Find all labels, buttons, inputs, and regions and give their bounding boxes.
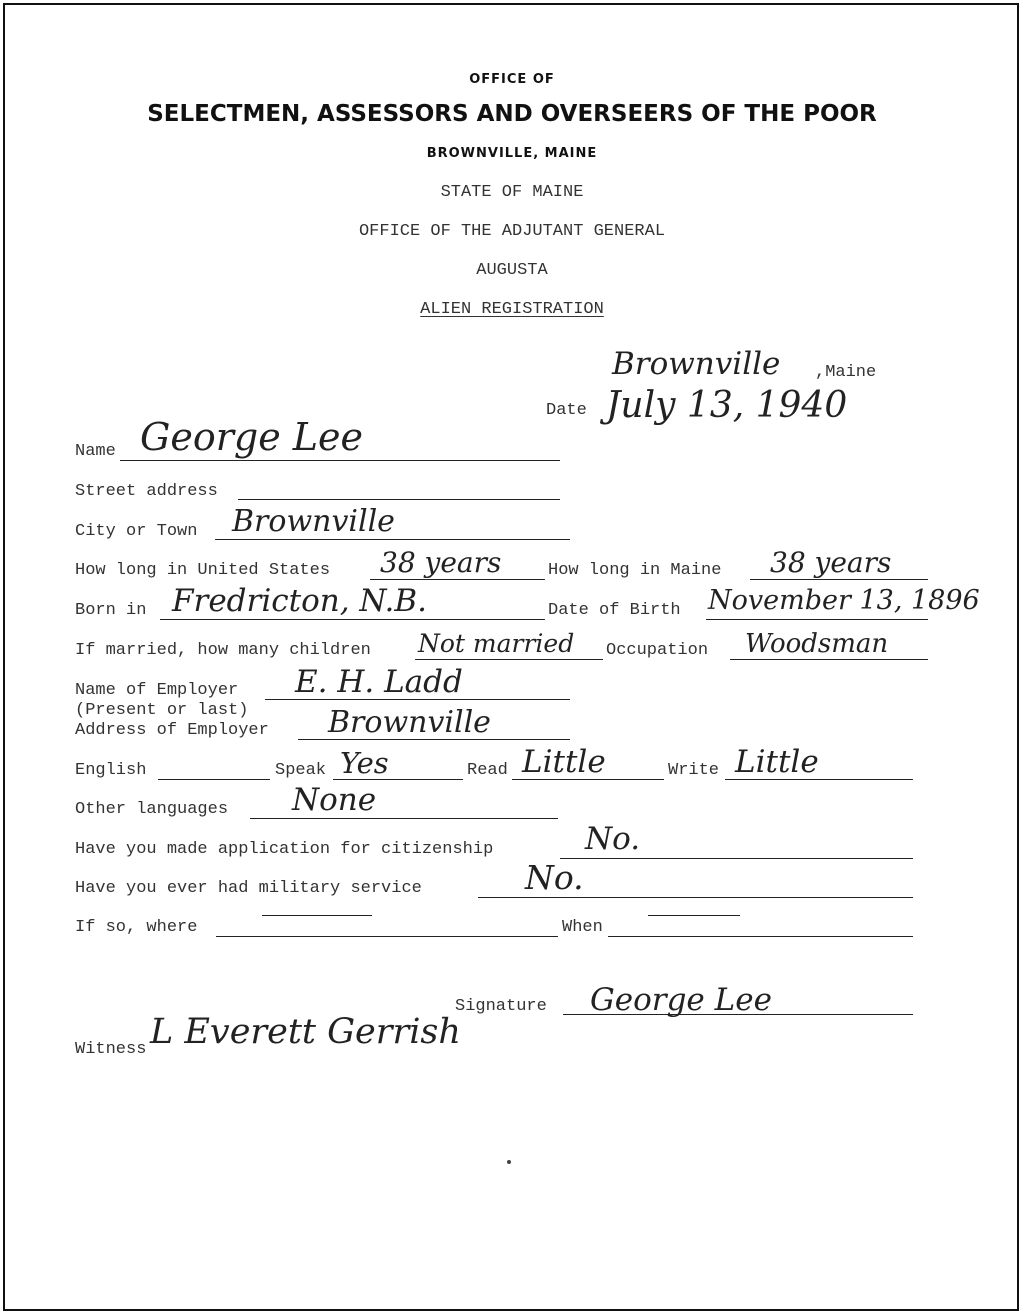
how-long-us-line (370, 579, 545, 580)
married-line (415, 659, 603, 660)
how-long-maine-value: 38 years (770, 546, 892, 579)
name-label: Name (75, 442, 116, 461)
military-value: No. (525, 858, 584, 897)
witness-value: L Everett Gerrish (150, 1012, 461, 1052)
occupation-label: Occupation (606, 641, 709, 660)
born-label: Born in (75, 601, 147, 620)
adjutant-office-heading: OFFICE OF THE ADJUTANT GENERAL (358, 222, 666, 241)
speak-value: Yes (340, 746, 389, 780)
how-long-us-label: How long in United States (75, 561, 331, 580)
other-languages-label: Other languages (75, 800, 229, 819)
date-value: July 13, 1940 (606, 385, 848, 426)
office-of-heading: OFFICE OF (469, 72, 555, 87)
citizenship-value: No. (585, 821, 641, 857)
city-label: City or Town (75, 522, 198, 541)
other-languages-value: None (292, 782, 377, 818)
write-value: Little (735, 744, 819, 780)
military-label: Have you ever had military service (75, 879, 422, 898)
when-line (608, 936, 913, 937)
occupation-value: Woodsman (745, 629, 889, 659)
born-line (160, 619, 545, 620)
born-value: Fredricton, N.B. (172, 583, 428, 619)
maine-suffix-label: ,Maine (815, 363, 877, 382)
name-line (120, 460, 560, 461)
where-label: If so, where (75, 918, 198, 937)
signature-value: George Lee (590, 982, 772, 1018)
city-heading: AUGUSTA (476, 261, 548, 280)
when-dash-mark (648, 915, 740, 916)
state-heading: STATE OF MAINE (440, 183, 584, 202)
how-long-maine-label: How long in Maine (548, 561, 722, 580)
dob-label: Date of Birth (548, 601, 681, 620)
married-label: If married, how many children (75, 641, 371, 660)
read-label: Read (467, 761, 508, 780)
military-line (478, 897, 913, 898)
employer-address-value: Brownville (328, 705, 491, 740)
how-long-us-value: 38 years (380, 546, 502, 579)
write-label: Write (668, 761, 720, 780)
married-value: Not married (418, 629, 575, 658)
english-label: English (75, 761, 147, 780)
occupation-line (730, 659, 928, 660)
how-long-maine-line (750, 579, 928, 580)
english-line (158, 779, 270, 780)
employer-label: Name of Employer (75, 681, 239, 700)
other-languages-line (250, 818, 558, 819)
town-heading: BROWNVILLE, MAINE (426, 146, 598, 161)
speak-label: Speak (275, 761, 327, 780)
when-label: When (562, 918, 603, 937)
speck-mark (507, 1160, 511, 1164)
where-dash-mark (262, 915, 372, 916)
street-line (238, 499, 560, 500)
read-value: Little (522, 744, 606, 780)
employer-address-label: Address of Employer (75, 721, 269, 740)
citizenship-line (560, 858, 913, 859)
witness-label: Witness (75, 1040, 147, 1059)
citizenship-label: Have you made application for citizenship (75, 840, 494, 859)
where-line (216, 936, 558, 937)
date-label: Date (546, 401, 587, 420)
dob-line (706, 619, 928, 620)
name-value: George Lee (140, 415, 363, 459)
city-value: Brownville (232, 504, 395, 539)
dob-value: November 13, 1896 (708, 585, 980, 616)
city-line (215, 539, 570, 540)
street-label: Street address (75, 482, 218, 501)
document-title: SELECTMEN, ASSESSORS AND OVERSEERS OF THE POOR (147, 101, 877, 127)
employer-note-label: (Present or last) (75, 701, 249, 720)
place-value: Brownville (612, 346, 781, 382)
signature-label: Signature (455, 997, 547, 1016)
form-title: ALIEN REGISTRATION (420, 300, 604, 319)
employer-value: E. H. Ladd (295, 664, 463, 700)
